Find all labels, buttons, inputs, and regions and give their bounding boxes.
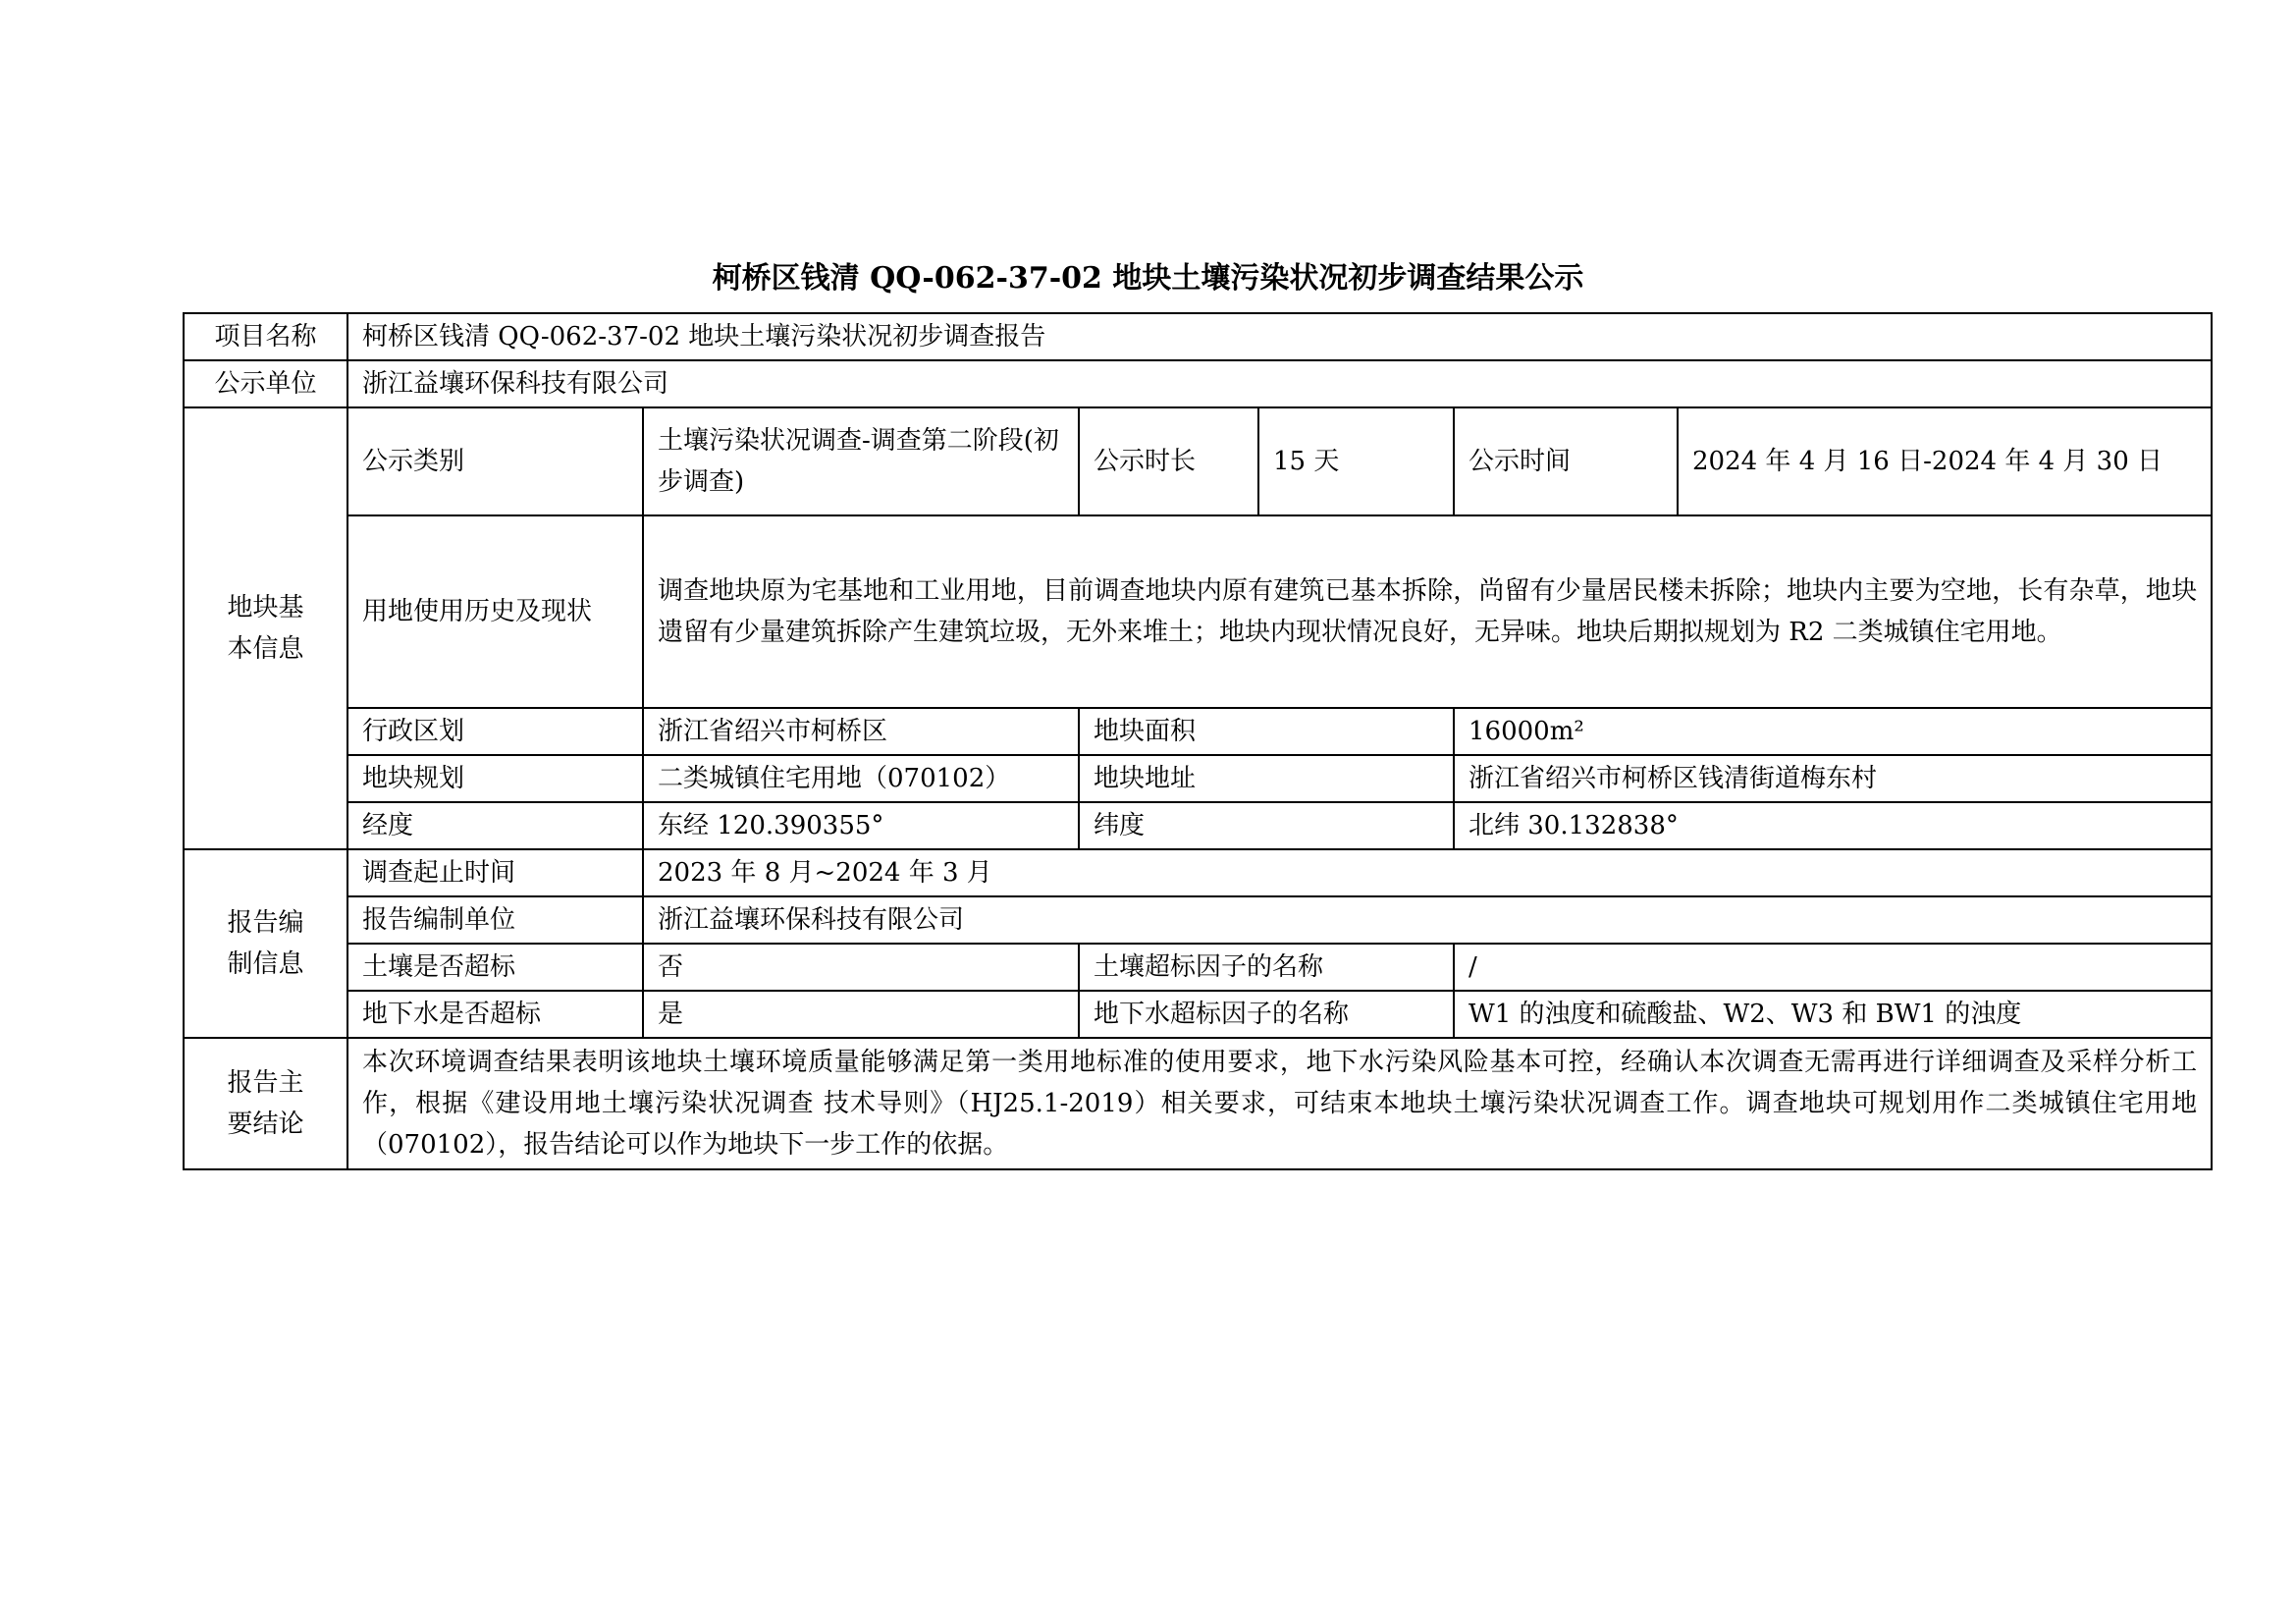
lon-value: 东经 120.390355°: [643, 802, 1079, 849]
history-label: 用地使用历史及现状: [347, 515, 643, 708]
history-value: 调查地块原为宅基地和工业用地，目前调查地块内原有建筑已基本拆除，尚留有少量居民楼未拆除；地块内主要为空地，长有杂草，地块遗留有少量建筑拆除产生建筑垃圾，无外来堆土；地块内现状情况良好，无异味。地块后期拟规划为 R2 二类城镇住宅用地。: [643, 515, 2212, 708]
soil-factor-value: /: [1454, 944, 2212, 991]
project-label: 项目名称: [184, 313, 347, 360]
area-value: 16000m²: [1454, 708, 2212, 755]
row-plan: [184, 755, 2212, 802]
page-title: 柯桥区钱清 QQ-062-37-02 地块土壤污染状况初步调查结果公示: [712, 261, 1584, 296]
gw-factor-label: 地下水超标因子的名称: [1079, 991, 1454, 1038]
duration-label: 公示时长: [1079, 407, 1258, 515]
conclusion-value: 本次环境调查结果表明该地块土壤环境质量能够满足第一类用地标准的使用要求，地下水污染风险基本可控，经确认本次调查无需再进行详细调查及采样分析工作，根据《建设用地土壤污染状况调查 技术导则》（HJ25.1-2019）相关要求，可结束本地块土壤污染状况调查工作。调查地块可规划用作二类城镇住宅用地（070102），报告结论可以作为地块下一步工作的依据。: [347, 1038, 2212, 1169]
report-unit-value: 浙江益壤环保科技有限公司: [643, 896, 2212, 944]
row-district: [184, 708, 2212, 755]
address-value: 浙江省绍兴市柯桥区钱清街道梅东村: [1454, 755, 2212, 802]
category-label: 公示类别: [347, 407, 643, 515]
row-conclusion: [184, 1038, 2212, 1169]
row-report-unit: [184, 896, 2212, 944]
plan-value: 二类城镇住宅用地（070102）: [643, 755, 1079, 802]
address-label: 地块地址: [1079, 755, 1454, 802]
conclusion-label: 报告主要结论: [184, 1038, 347, 1169]
area-label: 地块面积: [1079, 708, 1454, 755]
row-category: [184, 407, 2212, 515]
duration-value: 15 天: [1258, 407, 1454, 515]
lat-value: 北纬 30.132838°: [1454, 802, 2212, 849]
period-value: 2024 年 4 月 16 日-2024 年 4 月 30 日: [1678, 407, 2212, 515]
survey-time-value: 2023 年 8 月~2024 年 3 月: [643, 849, 2212, 896]
site-info-section-label: 地块基本信息: [184, 407, 347, 849]
plan-label: 地块规划: [347, 755, 643, 802]
soil-exceed-label: 土壤是否超标: [347, 944, 643, 991]
row-coordinates: [184, 802, 2212, 849]
report-unit-label: 报告编制单位: [347, 896, 643, 944]
row-survey-time: [184, 849, 2212, 896]
row-history: [184, 515, 2212, 708]
period-label: 公示时间: [1454, 407, 1678, 515]
row-project: [184, 313, 2212, 360]
district-label: 行政区划: [347, 708, 643, 755]
disclosure-table: [183, 312, 2213, 1170]
category-value: 土壤污染状况调查-调查第二阶段(初步调查): [643, 407, 1079, 515]
row-publisher: [184, 360, 2212, 407]
row-groundwater: [184, 991, 2212, 1038]
row-soil: [184, 944, 2212, 991]
report-info-section-label: 报告编制信息: [184, 849, 347, 1038]
soil-exceed-value: 否: [643, 944, 1079, 991]
survey-time-label: 调查起止时间: [347, 849, 643, 896]
gw-exceed-label: 地下水是否超标: [347, 991, 643, 1038]
gw-factor-value: W1 的浊度和硫酸盐、W2、W3 和 BW1 的浊度: [1454, 991, 2212, 1038]
lon-label: 经度: [347, 802, 643, 849]
publisher-label: 公示单位: [184, 360, 347, 407]
publisher-value: 浙江益壤环保科技有限公司: [347, 360, 2212, 407]
district-value: 浙江省绍兴市柯桥区: [643, 708, 1079, 755]
project-value: 柯桥区钱清 QQ-062-37-02 地块土壤污染状况初步调查报告: [347, 313, 2212, 360]
lat-label: 纬度: [1079, 802, 1454, 849]
gw-exceed-value: 是: [643, 991, 1079, 1038]
soil-factor-label: 土壤超标因子的名称: [1079, 944, 1454, 991]
